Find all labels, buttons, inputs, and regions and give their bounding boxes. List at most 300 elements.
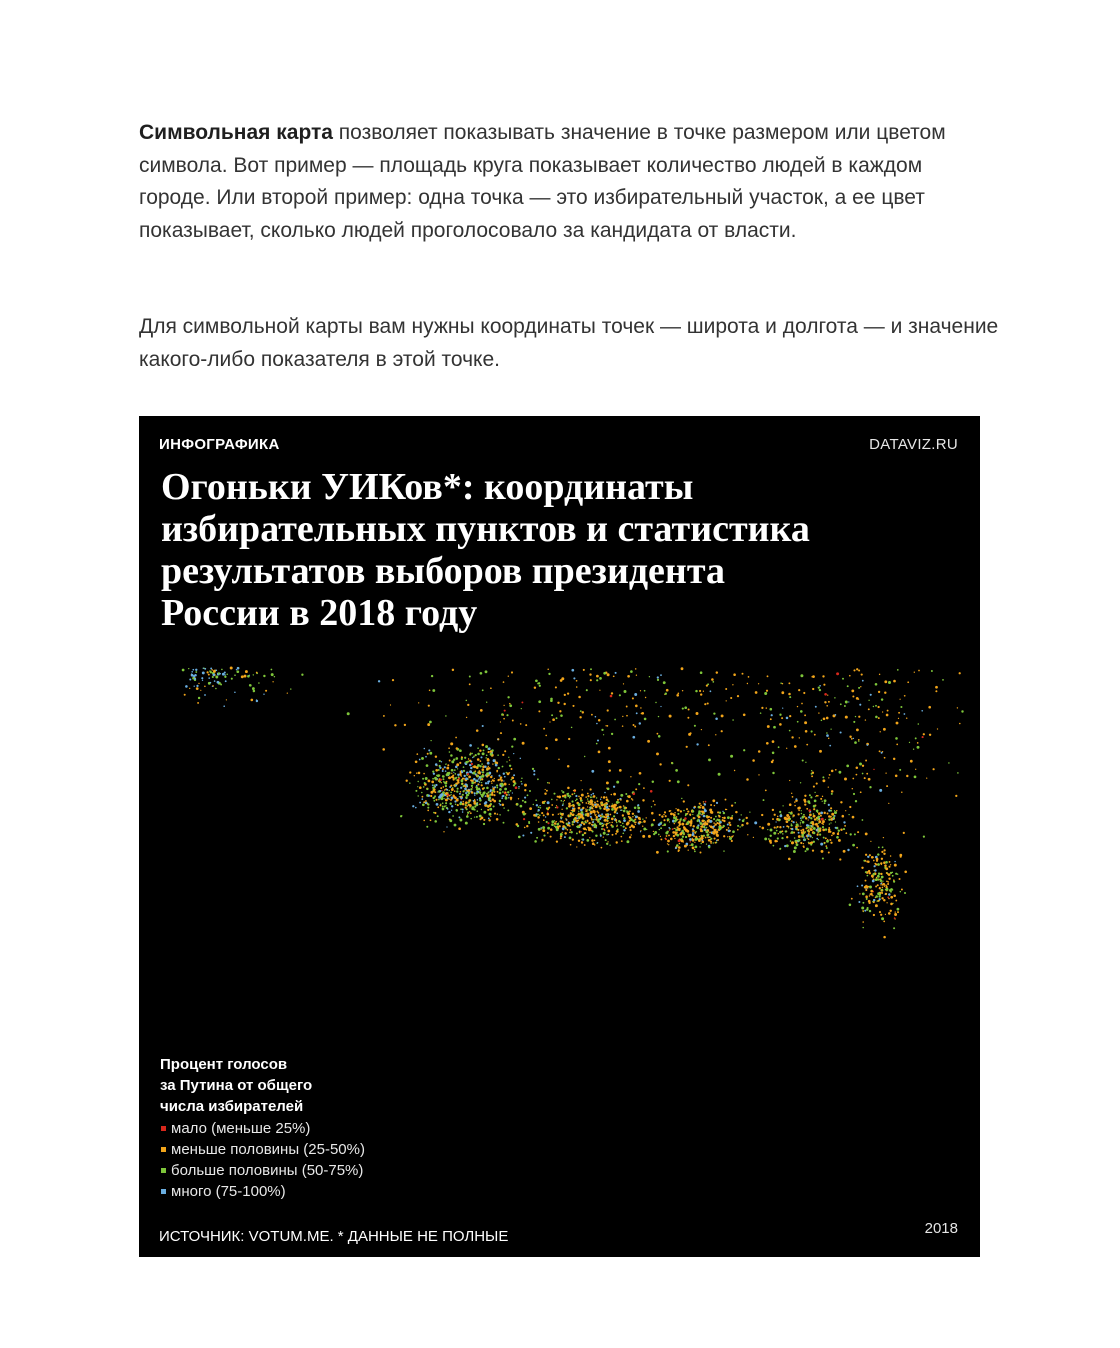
polling-station-dot (880, 884, 881, 885)
polling-station-dot (887, 710, 889, 712)
polling-station-dot (892, 872, 893, 873)
polling-station-dot (479, 815, 482, 818)
polling-station-dot (532, 768, 534, 770)
polling-station-dot (653, 800, 655, 802)
polling-station-dot (813, 821, 814, 822)
polling-station-dot (676, 832, 677, 833)
polling-station-dot (814, 800, 817, 803)
polling-station-dot (828, 818, 830, 820)
polling-station-dot (763, 799, 765, 801)
polling-station-dot (616, 781, 619, 784)
polling-station-dot (810, 828, 813, 831)
polling-station-dot (873, 873, 876, 876)
polling-station-dot (715, 734, 716, 735)
polling-station-dot (457, 781, 459, 783)
polling-station-dot (459, 819, 462, 822)
polling-station-dot (193, 675, 195, 677)
legend-label: мало (меньше 25%) (171, 1120, 311, 1137)
polling-station-dot (797, 813, 799, 815)
polling-station-dot (866, 773, 868, 775)
polling-station-dot (474, 809, 475, 810)
polling-station-dot (596, 675, 599, 678)
polling-station-dot (794, 801, 795, 802)
polling-station-dot (959, 672, 961, 674)
polling-station-dot (857, 831, 859, 833)
polling-station-dot (536, 837, 538, 839)
polling-station-dot (587, 798, 589, 800)
polling-station-dot (861, 907, 864, 910)
polling-station-dot (578, 840, 580, 842)
polling-station-dot (497, 813, 499, 815)
polling-station-dot (623, 817, 625, 819)
polling-station-dot (489, 790, 491, 792)
polling-station-dot (643, 828, 646, 831)
polling-station-dot (933, 768, 935, 770)
polling-station-dot (713, 818, 715, 820)
polling-station-dot (817, 816, 820, 819)
polling-station-dot (422, 803, 425, 806)
polling-station-dot (819, 685, 821, 687)
polling-station-dot (888, 893, 890, 895)
polling-station-dot (499, 788, 502, 791)
polling-station-dot (479, 765, 481, 767)
polling-station-dot (609, 845, 610, 846)
polling-station-dot (555, 821, 557, 823)
polling-station-dot (561, 800, 563, 802)
polling-station-dot (438, 796, 441, 799)
polling-station-dot (550, 836, 552, 838)
polling-station-dot (447, 808, 449, 810)
polling-station-dot (806, 744, 808, 746)
polling-station-dot (887, 896, 889, 898)
polling-station-dot (474, 792, 476, 794)
polling-station-dot (865, 871, 867, 873)
polling-station-dot (479, 803, 481, 805)
polling-station-dot (476, 792, 478, 794)
polling-station-dot (477, 775, 479, 777)
polling-station-dot (830, 822, 831, 823)
polling-station-dot (698, 816, 701, 819)
polling-station-dot (581, 841, 583, 843)
polling-station-dot (607, 725, 609, 727)
polling-station-dot (712, 681, 714, 683)
polling-station-dot (649, 676, 650, 677)
polling-station-dot (705, 827, 707, 829)
polling-station-dot (475, 786, 477, 788)
polling-station-dot (800, 674, 803, 677)
polling-station-dot (427, 753, 429, 755)
polling-station-dot (877, 853, 879, 855)
polling-station-dot (646, 829, 647, 830)
polling-station-dot (773, 832, 776, 835)
polling-station-dot (554, 820, 555, 821)
polling-station-dot (521, 708, 522, 709)
polling-station-dot (265, 690, 267, 692)
polling-station-dot (604, 829, 605, 830)
polling-station-dot (782, 805, 783, 806)
polling-station-dot (692, 814, 693, 815)
polling-station-dot (476, 780, 479, 783)
polling-station-dot (534, 686, 536, 688)
polling-station-dot (462, 783, 463, 784)
polling-station-dot (733, 835, 734, 836)
polling-station-dot (501, 797, 503, 799)
polling-station-dot (688, 708, 690, 710)
polling-station-dot (455, 804, 457, 806)
polling-station-dot (636, 712, 638, 714)
polling-station-dot (728, 822, 730, 824)
polling-station-dot (415, 790, 417, 792)
polling-station-dot (817, 820, 818, 821)
polling-station-dot (721, 714, 724, 717)
polling-station-dot (271, 669, 273, 671)
polling-station-dot (676, 816, 678, 818)
polling-station-dot (788, 826, 790, 828)
polling-station-dot (717, 811, 719, 813)
polling-station-dot (894, 913, 897, 916)
polling-station-dot (634, 693, 637, 696)
polling-station-dot (527, 794, 529, 796)
polling-station-dot (465, 777, 468, 780)
polling-station-dot (632, 816, 633, 817)
polling-station-dot (698, 812, 701, 815)
polling-station-dot (513, 780, 516, 783)
polling-station-dot (677, 809, 680, 812)
polling-station-dot (637, 810, 640, 813)
polling-station-dot (576, 686, 578, 688)
paragraph-bold-term: Символьная карта (139, 121, 333, 144)
polling-station-dot (449, 802, 451, 804)
polling-station-dot (462, 794, 464, 796)
polling-station-dot (523, 818, 525, 820)
polling-station-dot (196, 687, 199, 690)
polling-station-dot (474, 816, 475, 817)
polling-station-dot (828, 701, 830, 703)
polling-station-dot (512, 792, 513, 793)
polling-station-dot (507, 772, 510, 775)
polling-station-dot (486, 793, 488, 795)
polling-station-dot (503, 780, 504, 781)
polling-station-dot (580, 710, 582, 712)
polling-station-dot (543, 814, 545, 816)
polling-station-dot (803, 843, 804, 844)
polling-station-dot (883, 936, 886, 939)
polling-station-dot (234, 691, 236, 693)
polling-station-dot (450, 742, 453, 745)
polling-station-dot (862, 765, 864, 767)
polling-station-dot (726, 700, 727, 701)
polling-station-dot (429, 752, 432, 755)
polling-station-dot (437, 778, 438, 779)
polling-station-dot (772, 772, 774, 774)
polling-station-dot (518, 788, 519, 789)
polling-station-dot (628, 816, 630, 818)
polling-station-dot (705, 801, 707, 803)
polling-station-dot (873, 769, 874, 770)
polling-station-dot (856, 847, 858, 849)
polling-station-dot (529, 807, 532, 810)
polling-station-dot (676, 694, 679, 697)
polling-station-dot (606, 834, 608, 836)
polling-station-dot (417, 786, 418, 787)
polling-station-dot (835, 769, 837, 771)
polling-station-dot (809, 814, 812, 817)
polling-station-dot (456, 790, 458, 792)
polling-station-dot (690, 732, 692, 734)
polling-station-dot (620, 825, 622, 827)
polling-station-dot (587, 814, 590, 817)
polling-station-dot (695, 836, 697, 838)
polling-station-dot (511, 671, 513, 673)
polling-station-dot (683, 800, 685, 802)
polling-station-dot (858, 669, 860, 671)
polling-station-dot (886, 714, 889, 717)
polling-station-dot (226, 699, 227, 700)
polling-station-dot (195, 671, 197, 673)
polling-station-dot (263, 675, 265, 677)
polling-station-dot (840, 801, 842, 803)
polling-station-dot (779, 723, 782, 726)
polling-station-dot (503, 773, 505, 775)
polling-station-dot (854, 741, 857, 744)
polling-station-dot (851, 898, 853, 900)
polling-station-dot (428, 749, 430, 751)
polling-station-dot (435, 799, 437, 801)
polling-station-dot (779, 814, 782, 817)
polling-station-dot (508, 794, 510, 796)
polling-station-dot (497, 787, 499, 789)
polling-station-dot (864, 910, 866, 912)
polling-station-dot (480, 709, 483, 712)
polling-station-dot (464, 785, 466, 787)
polling-station-dot (578, 696, 581, 699)
polling-station-dot (716, 822, 718, 824)
polling-station-dot (706, 843, 707, 844)
polling-station-dot (471, 753, 473, 755)
polling-station-dot (561, 809, 562, 810)
polling-station-dot (572, 807, 574, 809)
polling-station-dot (796, 843, 799, 846)
polling-station-dot (942, 679, 944, 681)
polling-station-dot (637, 804, 639, 806)
polling-station-dot (831, 770, 834, 773)
polling-station-dot (520, 781, 522, 783)
polling-station-dot (486, 776, 488, 778)
polling-station-dot (877, 706, 879, 708)
polling-station-dot (461, 779, 464, 782)
year-label: 2018 (924, 1220, 958, 1237)
polling-station-dot (584, 844, 586, 846)
polling-station-dot (450, 792, 452, 794)
polling-station-dot (610, 814, 612, 816)
polling-station-dot (567, 795, 570, 798)
polling-station-dot (582, 807, 584, 809)
polling-station-dot (612, 834, 614, 836)
polling-station-dot (728, 830, 731, 833)
polling-station-dot (499, 800, 501, 802)
polling-station-dot (879, 911, 881, 913)
polling-station-dot (571, 810, 572, 811)
polling-station-dot (524, 784, 527, 787)
polling-station-dot (862, 819, 864, 821)
polling-station-dot (212, 686, 213, 687)
polling-station-dot (499, 814, 500, 815)
polling-station-dot (444, 789, 446, 791)
polling-station-dot (839, 771, 842, 774)
polling-station-dot (848, 701, 849, 702)
polling-station-dot (587, 795, 589, 797)
polling-station-dot (801, 831, 804, 834)
polling-station-dot (454, 790, 456, 792)
polling-station-dot (681, 667, 684, 670)
polling-station-dot (793, 814, 795, 816)
polling-station-dot (497, 791, 499, 793)
polling-station-dot (208, 674, 210, 676)
polling-station-dot (450, 794, 451, 795)
polling-station-dot (804, 721, 807, 724)
polling-station-dot (692, 839, 695, 842)
polling-station-dot (551, 799, 553, 801)
polling-station-dot (568, 805, 571, 808)
polling-station-dot (562, 827, 565, 830)
polling-station-dot (766, 707, 767, 708)
polling-station-dot (668, 827, 670, 829)
polling-station-dot (638, 783, 640, 785)
polling-station-dot (882, 881, 883, 882)
legend-item-over-half (160, 1160, 365, 1181)
polling-station-dot (830, 728, 831, 729)
polling-station-dot (213, 670, 216, 673)
polling-station-dot (546, 790, 548, 792)
polling-station-dot (888, 912, 891, 915)
polling-station-dot (434, 812, 436, 814)
polling-station-dot (601, 828, 603, 830)
polling-station-dot (869, 895, 870, 896)
polling-station-dot (823, 837, 825, 839)
polling-station-dot (347, 712, 350, 715)
polling-station-dot (679, 843, 681, 845)
polling-station-dot (585, 796, 587, 798)
polling-station-dot (623, 683, 624, 684)
polling-station-dot (427, 810, 429, 812)
polling-station-dot (621, 840, 623, 842)
polling-station-dot (595, 835, 597, 837)
polling-station-dot (659, 814, 661, 816)
legend-title (160, 1054, 365, 1117)
polling-station-dot (779, 849, 780, 850)
polling-station-dot (473, 756, 475, 758)
polling-station-dot (881, 752, 883, 754)
polling-station-dot (881, 876, 884, 879)
polling-station-dot (572, 838, 574, 840)
polling-station-dot (890, 855, 892, 857)
polling-station-dot (814, 734, 816, 736)
polling-station-dot (798, 839, 801, 842)
polling-station-dot (667, 840, 670, 843)
polling-station-dot (718, 773, 721, 776)
polling-station-dot (547, 812, 549, 814)
polling-station-dot (755, 691, 758, 694)
polling-station-dot (690, 841, 691, 842)
polling-station-dot (431, 675, 433, 677)
polling-station-dot (503, 822, 505, 824)
polling-station-dot (781, 717, 783, 719)
polling-station-dot (678, 850, 680, 852)
polling-station-dot (895, 775, 898, 778)
polling-station-dot (836, 672, 839, 675)
polling-station-dot (684, 817, 687, 820)
polling-station-dot (789, 715, 791, 717)
polling-station-dot (826, 734, 829, 737)
polling-station-dot (453, 772, 454, 773)
polling-station-dot (441, 790, 442, 791)
polling-station-dot (611, 805, 614, 808)
polling-station-dot (773, 845, 775, 847)
polling-station-dot (439, 790, 441, 792)
polling-station-dot (827, 839, 828, 840)
polling-station-dot (879, 789, 882, 792)
polling-station-dot (547, 782, 548, 783)
polling-station-dot (853, 793, 855, 795)
polling-station-dot (500, 779, 503, 782)
polling-station-dot (694, 842, 695, 843)
polling-station-dot (800, 823, 801, 824)
polling-station-dot (482, 788, 484, 790)
polling-station-dot (494, 813, 496, 815)
polling-station-dot (731, 840, 733, 842)
polling-station-dot (830, 807, 832, 809)
polling-station-dot (808, 833, 810, 835)
polling-station-dot (766, 742, 769, 745)
polling-station-dot (487, 758, 489, 760)
polling-station-dot (818, 839, 819, 840)
polling-station-dot (419, 759, 421, 761)
polling-station-dot (564, 796, 566, 798)
polling-station-dot (879, 887, 880, 888)
polling-station-dot (465, 822, 468, 825)
polling-station-dot (894, 917, 896, 919)
polling-station-dot (677, 813, 679, 815)
polling-station-dot (635, 705, 638, 708)
polling-station-dot (881, 897, 883, 899)
polling-station-dot (550, 699, 553, 702)
polling-station-dot (778, 833, 779, 834)
polling-station-dot (722, 817, 723, 818)
polling-station-dot (524, 797, 526, 799)
polling-station-dot (831, 793, 833, 795)
polling-station-dot (451, 805, 453, 807)
polling-station-dot (426, 826, 428, 828)
polling-station-dot (564, 826, 566, 828)
polling-station-dot (713, 822, 714, 823)
polling-station-dot (818, 820, 821, 823)
polling-station-dot (791, 823, 792, 824)
polling-station-dot (832, 832, 835, 835)
polling-station-dot (606, 796, 608, 798)
polling-station-dot (215, 669, 217, 671)
polling-station-dot (559, 710, 561, 712)
polling-station-dot (451, 769, 454, 772)
polling-station-dot (469, 754, 471, 756)
polling-station-dot (603, 796, 606, 799)
polling-station-dot (225, 680, 227, 682)
polling-station-dot (869, 886, 872, 889)
polling-station-dot (780, 682, 782, 684)
polling-station-dot (670, 813, 673, 816)
polling-station-dot (445, 763, 446, 764)
polling-station-dot (451, 788, 452, 789)
polling-station-dot (727, 836, 728, 837)
